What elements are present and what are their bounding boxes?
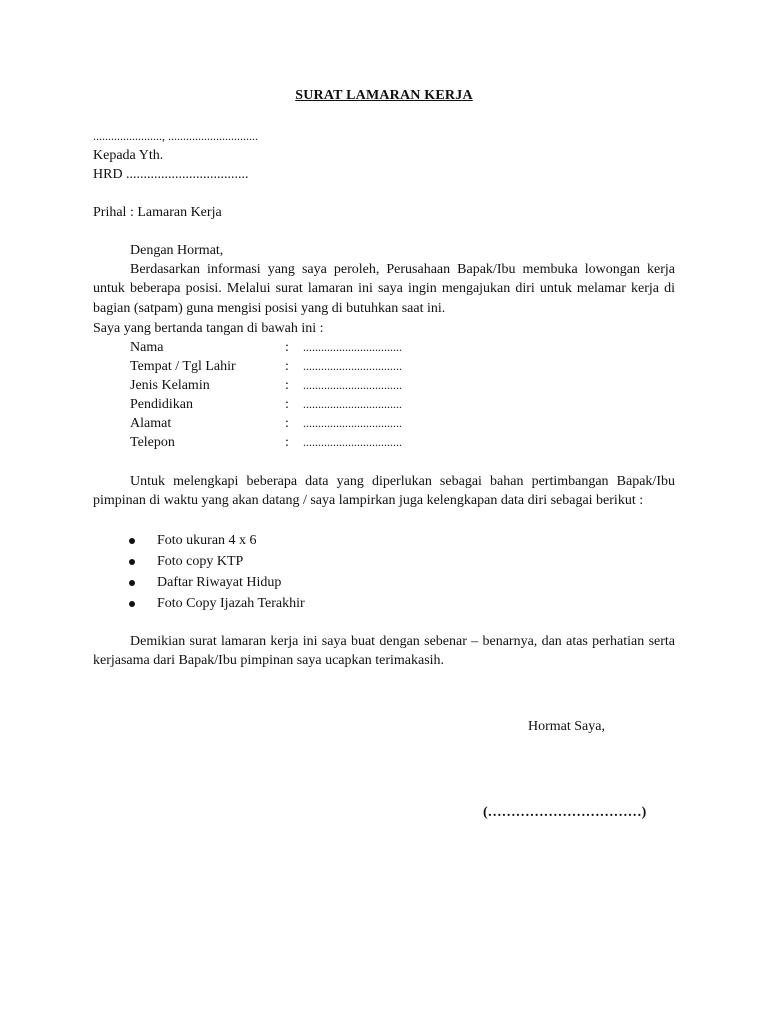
signature-placeholder: (……………………………)	[483, 805, 647, 820]
sign-off: Hormat Saya,	[528, 719, 605, 734]
letter-title: SURAT LAMARAN KERJA	[295, 88, 473, 103]
bullet-icon	[129, 538, 135, 544]
field-blank: .................................	[303, 435, 402, 449]
field-blank: .................................	[303, 397, 402, 411]
field-label: Nama	[130, 340, 164, 355]
field-colon: :	[285, 359, 289, 374]
list-item-text: Daftar Riwayat Hidup	[157, 575, 282, 590]
undersigned-line: Saya yang bertanda tangan di bawah ini :	[93, 321, 324, 336]
closing-paragraph: Demikian surat lamaran kerja ini saya buat dengan sebenar – benarnya, dan atas perhatian serta kerjasama dari Bapak/Ibu pimpinan saya ucapkan terimakasih.	[93, 634, 675, 669]
field-label: Pendidikan	[130, 397, 193, 412]
field-colon: :	[285, 340, 289, 355]
list-item-text: Foto copy KTP	[157, 554, 244, 569]
field-colon: :	[285, 416, 289, 431]
greeting: Dengan Hormat,	[130, 243, 224, 258]
attachments-paragraph: Untuk melengkapi beberapa data yang diperlukan sebagai bahan pertimbangan Bapak/Ibu pimpinan di waktu yang akan datang / saya lampirkan juga kelengkapan data diri sebagai berikut :	[93, 474, 675, 509]
recipient-line: Kepada Yth.	[93, 148, 164, 163]
field-colon: :	[285, 378, 289, 393]
place-date-line: ......................., ..............................	[93, 129, 258, 143]
field-label: Alamat	[130, 416, 172, 431]
subject-line: Prihal : Lamaran Kerja	[93, 205, 222, 220]
field-blank: .................................	[303, 340, 402, 354]
hrd-line: HRD ...................................	[93, 167, 249, 182]
list-item-text: Foto ukuran 4 x 6	[157, 533, 257, 548]
bullet-icon	[129, 601, 135, 607]
field-colon: :	[285, 435, 289, 450]
field-colon: :	[285, 397, 289, 412]
field-blank: .................................	[303, 416, 402, 430]
field-label: Jenis Kelamin	[130, 378, 210, 393]
list-item-text: Foto Copy Ijazah Terakhir	[157, 596, 305, 611]
field-blank: .................................	[303, 359, 402, 373]
bullet-icon	[129, 580, 135, 586]
field-label: Telepon	[130, 435, 175, 450]
intro-paragraph: Berdasarkan informasi yang saya peroleh, Perusahaan Bapak/Ibu membuka lowongan kerja untuk beberapa posisi. Melalui surat lamaran ini saya ingin mengajukan diri untuk melamar kerja di bagian (satpam) guna mengisi posisi yang di butuhkan saat ini.	[93, 262, 675, 316]
field-blank: .................................	[303, 378, 402, 392]
field-label: Tempat / Tgl Lahir	[130, 359, 236, 374]
bullet-icon	[129, 559, 135, 565]
